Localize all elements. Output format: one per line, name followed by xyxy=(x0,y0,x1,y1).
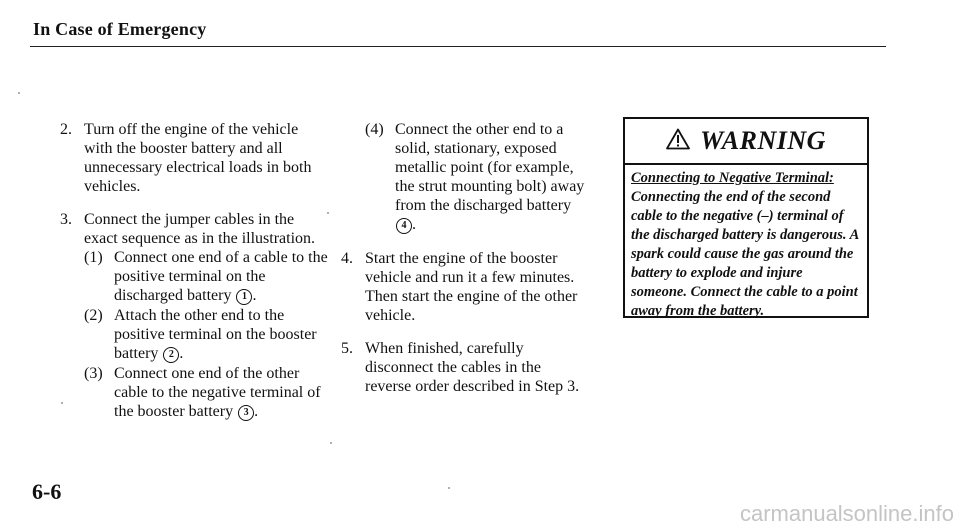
substep-4: (4) Connect the other end to a solid, stationary, exposed metallic point (for example, the strut mounting bolt) away from the discharged battery 4 . xyxy=(365,121,585,233)
step-number: 3. xyxy=(60,211,72,228)
step-text: Connect the jumper cables in the exact sequence as in the illustration. xyxy=(84,211,316,247)
callout-marker-4: 4 xyxy=(396,218,412,234)
warning-triangle-icon xyxy=(666,128,690,155)
substep-text: Connect one end of the other cable to the negative terminal of the booster battery xyxy=(114,365,321,420)
step-number: 5. xyxy=(341,340,353,357)
substep-number: (2) xyxy=(84,307,103,324)
scan-speck xyxy=(327,212,329,214)
step-5 xyxy=(341,339,591,396)
substep-number: (1) xyxy=(84,249,103,266)
scan-speck xyxy=(61,402,63,404)
substep-text: Connect one end of a cable to the positive terminal on the discharged battery xyxy=(114,249,328,304)
callout-marker-2: 2 xyxy=(163,347,179,363)
warning-box xyxy=(623,117,869,318)
substep-text: Connect the other end to a solid, stationary, exposed metallic point (for example, the strut mounting bolt) away from the discharged battery xyxy=(395,121,585,214)
warning-body xyxy=(625,165,867,321)
instructions-column-right xyxy=(341,120,591,410)
page-header-title: In Case of Emergency xyxy=(33,19,207,39)
page-number: 6-6 xyxy=(32,479,62,504)
step-text: Turn off the engine of the vehicle with the booster battery and all unnecessary electrical loads in both vehicles. xyxy=(84,121,312,195)
step-4 xyxy=(341,249,591,325)
substep-1: (1) Connect one end of a cable to the positive terminal on the discharged battery 1 . xyxy=(84,249,328,304)
scan-speck xyxy=(448,487,450,489)
step-number: 2. xyxy=(60,121,72,138)
step-2 xyxy=(60,120,330,196)
header-divider xyxy=(30,46,886,47)
substep-2: (2) Attach the other end to the positive terminal on the booster battery 2 . xyxy=(84,307,317,362)
step-3 xyxy=(60,210,330,422)
scan-speck xyxy=(330,442,332,444)
callout-marker-3: 3 xyxy=(238,405,254,421)
substep-text: Attach the other end to the positive terminal on the booster battery xyxy=(114,307,317,362)
callout-marker-1: 1 xyxy=(236,289,252,305)
warning-title: WARNING xyxy=(700,126,826,155)
substep-number: (3) xyxy=(84,365,103,382)
step-text: When finished, carefully disconnect the cables in the reverse order described in Step 3. xyxy=(365,340,580,395)
step-text: Start the engine of the booster vehicle and run it a few minutes. Then start the engine of the other vehicle. xyxy=(365,250,578,324)
instructions-column-left xyxy=(60,120,330,422)
step-number: 4. xyxy=(341,250,353,267)
watermark: carmanualsonline.info xyxy=(739,501,954,526)
warning-text: Connecting the end of the second cable to the negative (–) terminal of the discharged battery is dangerous. A spark could cause the gas around the battery to explode and injure someone. Connect the cable to a point away from the battery. xyxy=(631,189,859,319)
substep-3: (3) Connect one end of the other cable to the negative terminal of the booster battery 3 . xyxy=(84,365,321,420)
scan-speck xyxy=(18,92,20,94)
substep-number: (4) xyxy=(365,121,384,138)
warning-header xyxy=(625,119,867,165)
warning-subtitle: Connecting to Negative Terminal: xyxy=(631,170,834,186)
